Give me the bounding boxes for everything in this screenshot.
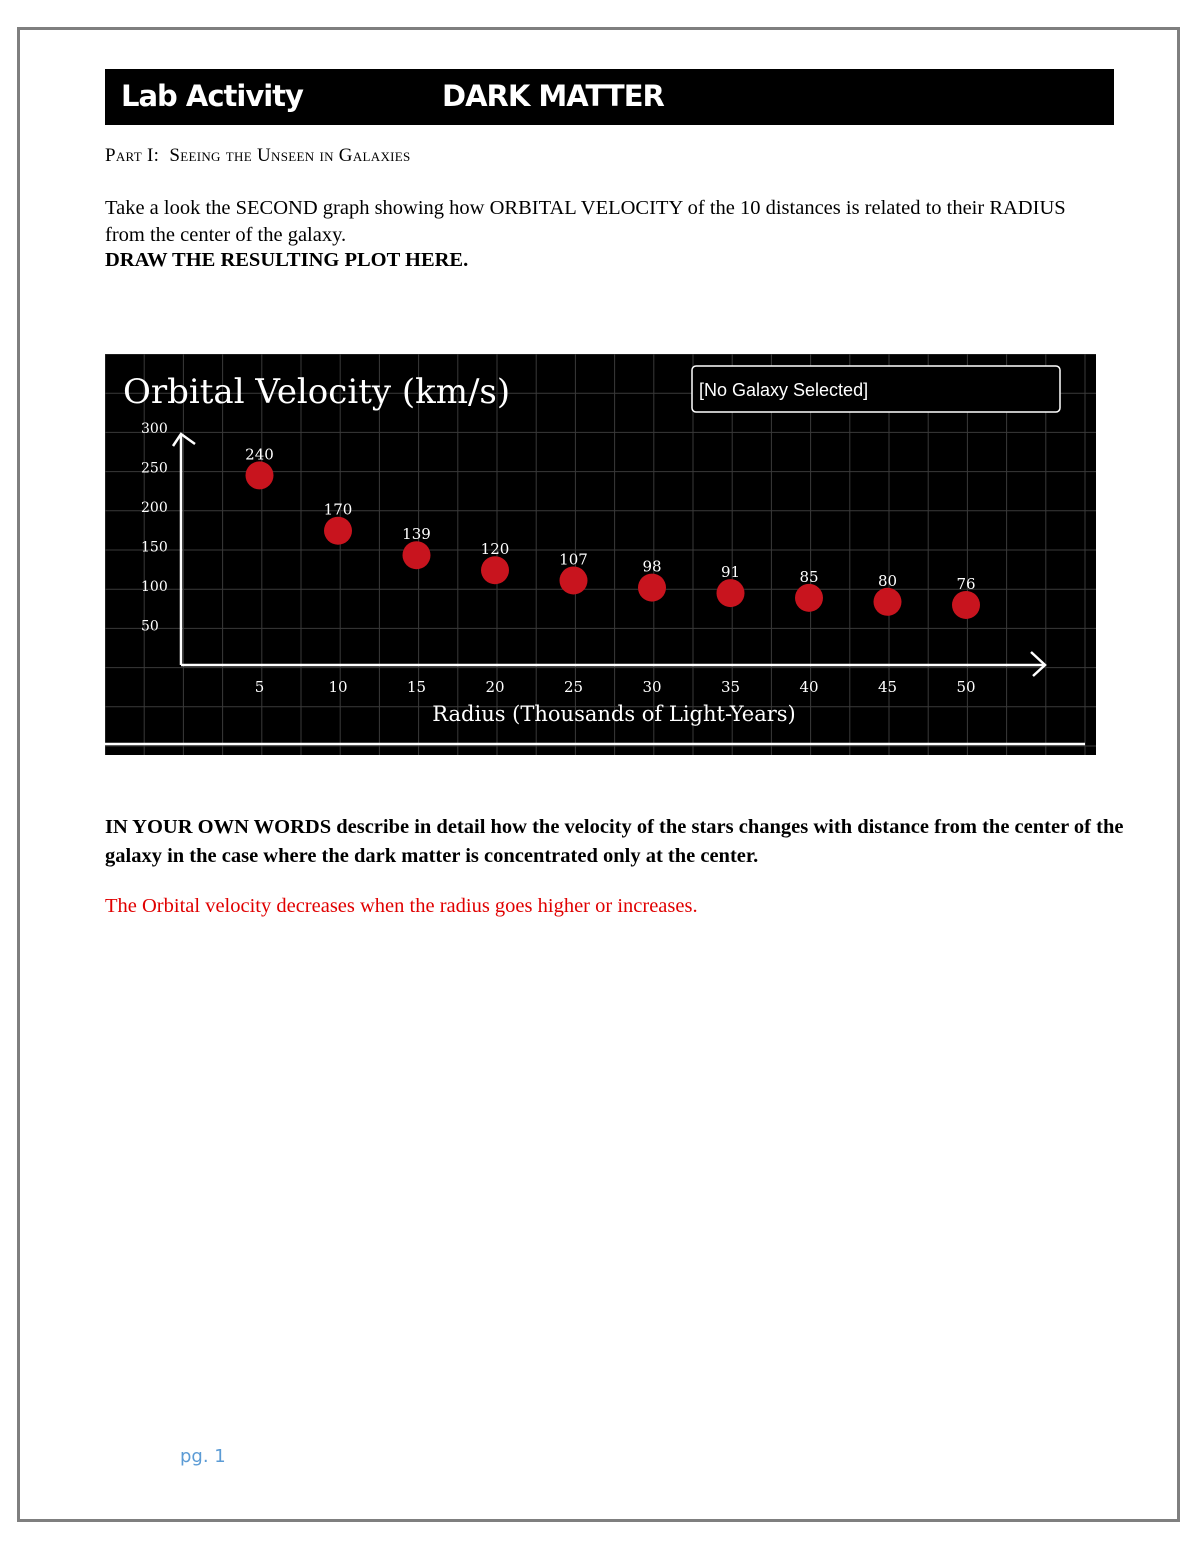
data-point [874, 588, 902, 616]
x-tick-labels [255, 678, 976, 696]
data-point [324, 517, 352, 545]
data-point [795, 584, 823, 612]
chart-svg [105, 354, 1096, 755]
header-title: DARK MATTER [442, 79, 664, 113]
galaxy-select[interactable] [692, 366, 1060, 412]
y-tick-label: 50 [141, 618, 159, 635]
data-label: 120 [480, 540, 510, 559]
header-lab-activity: Lab Activity [121, 79, 303, 113]
y-tick-label: 300 [141, 421, 168, 437]
chart-axes [173, 434, 1045, 676]
galaxy-select-value: [No Galaxy Selected] [699, 380, 869, 400]
x-axis-label: Radius (Thousands of Light-Years) [432, 702, 796, 726]
part-label: Part I: [105, 145, 160, 166]
data-label: 80 [877, 571, 898, 590]
header-bar [105, 69, 1114, 125]
y-tick-label: 100 [141, 579, 168, 595]
question-text: IN YOUR OWN WORDS describe in detail how the velocity of the stars changes with distance from the center of the galaxy in the case where the dark matter is concentrated only at the center. [105, 816, 1124, 867]
data-point [403, 541, 431, 569]
x-tick-label: 20 [485, 678, 505, 696]
data-label: 91 [720, 563, 741, 582]
x-tick-label: 45 [877, 678, 898, 696]
y-tick-label: 250 [141, 460, 168, 477]
x-tick-label: 10 [328, 678, 348, 696]
intro-text: Take a look the SECOND graph showing how ORBITAL VELOCITY of the 10 distances is related to their RADIUS from the center of the galaxy. [105, 197, 1066, 246]
data-label: 85 [799, 567, 819, 586]
x-tick-label: 15 [406, 678, 427, 696]
part-heading: Seeing the Unseen in Galaxies [169, 145, 411, 166]
x-tick-label: 40 [799, 678, 819, 696]
data-points [246, 461, 981, 619]
x-tick-label: 35 [720, 678, 741, 696]
data-label: 107 [559, 550, 588, 569]
data-label: 139 [402, 525, 431, 544]
x-tick-label: 50 [956, 678, 976, 696]
part-title [105, 145, 411, 167]
data-point [717, 579, 745, 607]
data-point [952, 591, 980, 619]
data-point [246, 461, 274, 489]
x-tick-label: 25 [563, 678, 584, 696]
answer-text: The Orbital velocity decreases when the radius goes higher or increases. [105, 895, 698, 917]
chart-grid [105, 354, 1096, 755]
y-tick-label: 200 [141, 500, 168, 516]
data-label: 76 [956, 574, 976, 593]
draw-instruction: DRAW THE RESULTING PLOT HERE. [105, 249, 469, 271]
x-tick-label: 30 [642, 678, 662, 696]
data-labels [245, 445, 975, 593]
data-label: 240 [245, 445, 274, 464]
y-tick-label: 150 [141, 539, 168, 556]
y-tick-labels [141, 421, 168, 635]
data-point [481, 556, 509, 584]
chart-title: Orbital Velocity (km/s) [123, 372, 511, 412]
data-point [560, 566, 588, 594]
data-label: 170 [323, 500, 353, 519]
orbital-velocity-chart [105, 354, 1096, 755]
x-tick-label: 5 [254, 678, 265, 696]
data-point [638, 574, 666, 602]
page-number: pg. 1 [180, 1446, 226, 1467]
y-axis-arrow [173, 434, 195, 446]
data-label: 98 [642, 557, 662, 576]
